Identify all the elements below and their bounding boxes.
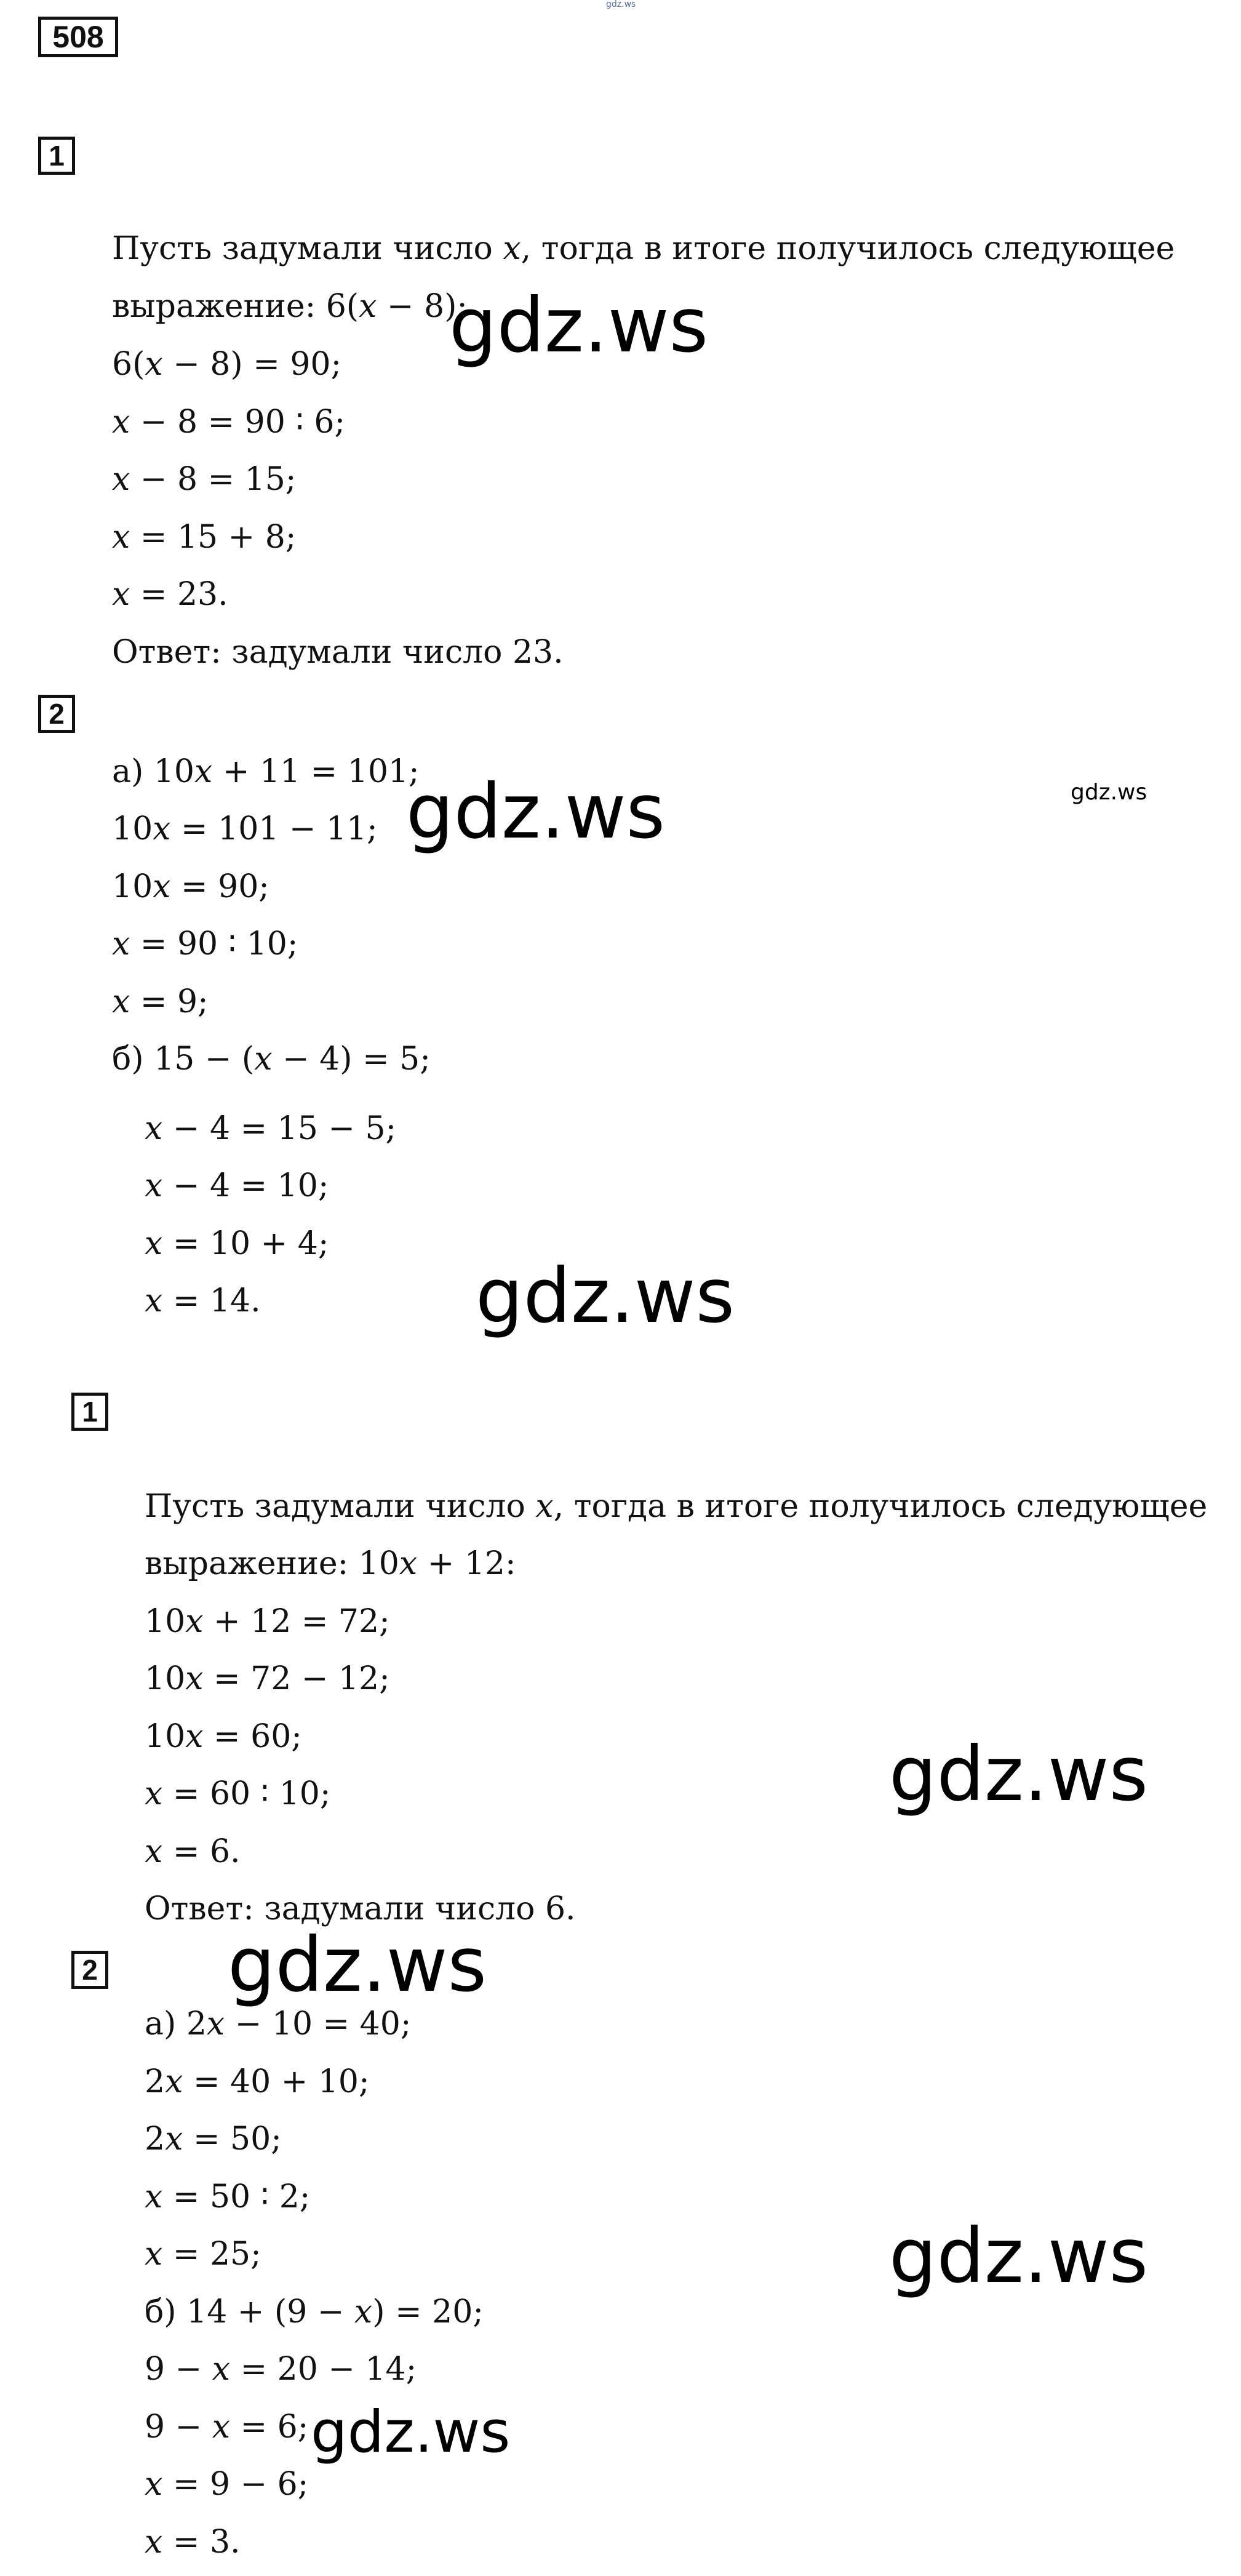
equation-line: 2𝑥 = 50; [145,2121,282,2158]
equation-line: 9 − 𝑥 = 20 − 14; [145,2351,417,2388]
task-number-box: 508 [38,17,118,57]
equation-line: 𝑥 − 4 = 10; [145,1167,329,1204]
equation-line: 𝑥 = 60 ∶ 10; [145,1775,331,1812]
watermark: gdz.ws [1071,780,1147,805]
watermark: gdz.ws [476,1252,735,1340]
equation-line: 10𝑥 = 90; [112,868,269,905]
answer-line: Ответ: задумали число 6. [145,1890,576,1927]
equation-line: 𝑥 − 8 = 15; [112,461,297,498]
top-watermark: gdz.ws [606,0,636,9]
equation-line: 𝑥 = 9 − 6; [145,2466,309,2503]
equation-line: 9 − 𝑥 = 6; [145,2409,309,2446]
equation-line: 𝑥 = 3. [145,2524,241,2561]
equation-line: а) 2𝑥 − 10 = 40; [145,2006,412,2042]
watermark: gdz.ws [228,1921,487,2009]
equation-line: 𝑥 = 23. [112,576,228,613]
equation-line: 10𝑥 = 101 − 11; [112,810,378,847]
text-line: Пусть задумали число 𝑥, тогда в итоге получилось следующее [145,1488,1208,1525]
equation-line: 10𝑥 = 72 − 12; [145,1660,390,1697]
equation-line: 2𝑥 = 40 + 10; [145,2063,370,2100]
equation-line: 𝑥 = 25; [145,2236,261,2273]
equation-line: 6(𝑥 − 8) = 90; [112,346,342,383]
equation-line: 𝑥 = 90 ∶ 10; [112,926,298,962]
equation-line: 𝑥 = 50 ∶ 2; [145,2178,311,2215]
equation-line: 𝑥 = 15 + 8; [112,519,297,556]
watermark: gdz.ws [311,2399,511,2466]
watermark: gdz.ws [406,768,666,855]
section-label-2: 2 [38,695,75,733]
text-line: Пусть задумали число 𝑥, тогда в итоге получилось следующее [112,230,1175,267]
text-line: выражение: 10𝑥 + 12: [145,1545,516,1582]
section-label-1-second: 1 [71,1393,108,1431]
section-label-2-second: 2 [71,1951,108,1989]
answer-line: Ответ: задумали число 23. [112,634,564,671]
equation-line: 10𝑥 + 12 = 72; [145,1603,390,1640]
section-label-1: 1 [38,137,75,175]
equation-line: 𝑥 − 8 = 90 ∶ 6; [112,404,346,441]
equation-line: 𝑥 = 14. [145,1282,261,1319]
text-line: выражение: 6(𝑥 − 8): [112,288,468,325]
equation-line: б) 15 − (𝑥 − 4) = 5; [112,1041,431,1078]
equation-line: б) 14 + (9 − 𝑥) = 20; [145,2294,484,2330]
equation-line: 𝑥 = 6. [145,1833,241,1870]
watermark: gdz.ws [889,2212,1149,2300]
equation-line: 𝑥 = 9; [112,983,209,1020]
equation-line: 𝑥 = 10 + 4; [145,1225,329,1262]
equation-line: 10𝑥 = 60; [145,1718,302,1755]
watermark: gdz.ws [889,1730,1149,1818]
equation-line: 𝑥 − 4 = 15 − 5; [145,1110,397,1147]
watermark: gdz.ws [449,282,709,369]
equation-line: а) 10𝑥 + 11 = 101; [112,753,420,790]
